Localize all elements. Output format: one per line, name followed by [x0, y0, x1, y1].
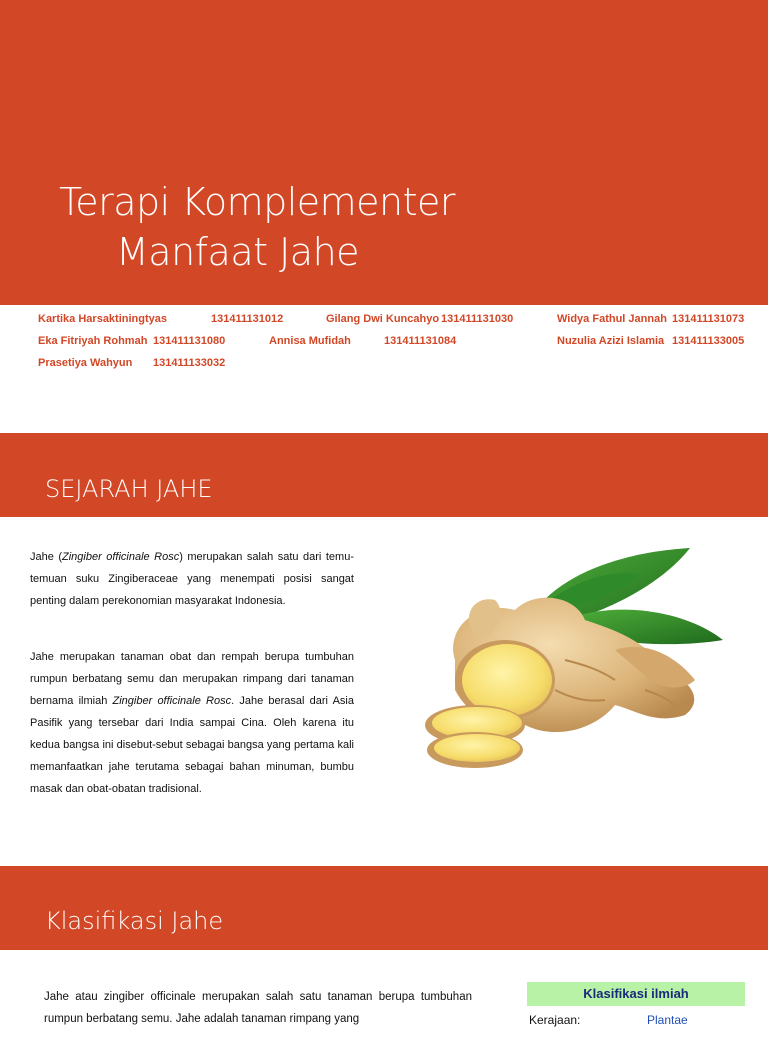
section-title-sejarah: SEJARAH JAHE — [45, 475, 213, 503]
sejarah-paragraph-2: Jahe merupakan tanaman obat dan rempah berupa tumbuhan rumpun berbatang semu dan merupakan rimpang dari tanaman bernama ilmiah Zingiber officinale Rosc. Jahe berasal dari Asia Pasifik yang tersebar dari India sampai Cina. Oleh karena itu kedua bangsa ini disebut-sebut sebagai bangsa yang pertama kali memanfaatkan jahe terutama sebagai bahan minuman, bumbu masak dan obat-obatan tradisional. — [30, 651, 354, 795]
author-nim: 131411133005 — [672, 335, 745, 347]
classification-box — [527, 982, 745, 1042]
author-name: Gilang Dwi Kuncahyo — [326, 313, 440, 325]
author-name: Nuzulia Azizi Islamia — [557, 335, 665, 347]
ginger-image — [415, 540, 735, 780]
classification-row — [527, 1006, 745, 1034]
author-nim: 131411131030 — [441, 313, 514, 325]
title-line-1: Terapi Komplementer — [59, 180, 456, 224]
sejarah-paragraph-1: Jahe (Zingiber officinale Rosc) merupakan salah satu dari temu-temuan suku Zingiberaceae yang menempati posisi sangat penting dalam perekonomian masyarakat Indonesia. — [30, 551, 354, 607]
title-line-2: Manfaat Jahe — [116, 230, 360, 274]
author-nim: 131411131080 — [153, 335, 226, 347]
classification-key: Kerajaan: — [529, 1013, 581, 1027]
section-title-klasifikasi: Klasifikasi Jahe — [45, 907, 224, 935]
author-nim: 131411131084 — [384, 335, 457, 347]
author-name: Eka Fitriyah Rohmah — [38, 335, 148, 347]
author-nim: 131411131012 — [211, 313, 284, 325]
author-name: Annisa Mufidah — [269, 335, 351, 347]
klasifikasi-paragraph: Jahe atau zingiber officinale merupakan salah satu tanaman berupa tumbuhan rumpun berbatang semu. Jahe adalah tanaman rimpang yang — [44, 991, 472, 1025]
classification-value-link[interactable]: Plantae — [647, 1013, 688, 1027]
author-name: Widya Fathul Jannah — [557, 313, 667, 325]
author-name: Kartika Harsaktiningtyas — [38, 313, 167, 325]
author-name: Prasetiya Wahyun — [38, 357, 133, 369]
author-nim: 131411131073 — [672, 313, 745, 325]
author-nim: 131411133032 — [153, 357, 226, 369]
classification-box-title: Klasifikasi ilmiah — [527, 982, 745, 1006]
